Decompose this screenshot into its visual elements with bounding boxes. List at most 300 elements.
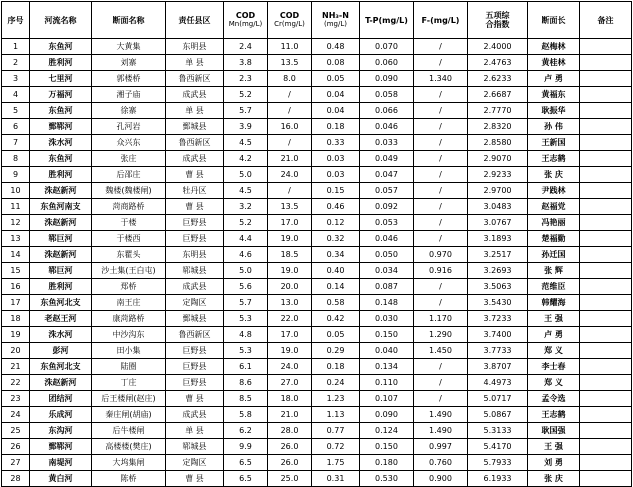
cell-f: / — [414, 279, 468, 295]
cell-cod-cr: / — [268, 183, 312, 199]
cell-cod-mn: 5.0 — [224, 167, 268, 183]
cell-river: 洙水河 — [30, 135, 92, 151]
cell-nh3n: 0.05 — [312, 71, 360, 87]
cell-tp: 0.107 — [360, 391, 414, 407]
cell-tp: 0.040 — [360, 343, 414, 359]
cell-cod-mn: 4.2 — [224, 151, 268, 167]
header-section: 断面名称 — [92, 2, 166, 39]
cell-nh3n: 0.40 — [312, 263, 360, 279]
cell-section: 后邵庄 — [92, 167, 166, 183]
cell-f: 0.997 — [414, 439, 468, 455]
cell-section: 后王楼闸(赵庄) — [92, 391, 166, 407]
header-nh3n-unit: (mg/L) — [324, 20, 347, 28]
cell-cod-mn: 5.3 — [224, 343, 268, 359]
cell-river: 鄄郓河 — [30, 439, 92, 455]
cell-section: 菏商路桥 — [92, 199, 166, 215]
cell-note — [580, 87, 632, 103]
table-row — [2, 327, 632, 343]
cell-area: 鄄城县 — [166, 119, 224, 135]
cell-area: 巨野县 — [166, 375, 224, 391]
cell-area: 成武县 — [166, 151, 224, 167]
cell-nh3n: 0.04 — [312, 103, 360, 119]
cell-note — [580, 359, 632, 375]
cell-index: 3.5063 — [468, 279, 528, 295]
cell-note — [580, 103, 632, 119]
cell-cod-cr: 24.0 — [268, 359, 312, 375]
table-row — [2, 455, 632, 471]
cell-area: 东明县 — [166, 247, 224, 263]
header-row — [2, 2, 632, 39]
cell-index: 3.1893 — [468, 231, 528, 247]
cell-seq: 16 — [2, 279, 30, 295]
header-seq: 序号 — [2, 2, 30, 39]
cell-index: 6.1933 — [468, 471, 528, 487]
cell-river: 胜利河 — [30, 167, 92, 183]
cell-index: 2.9070 — [468, 151, 528, 167]
cell-index: 5.7933 — [468, 455, 528, 471]
cell-area: 成武县 — [166, 407, 224, 423]
cell-section: 众兴东 — [92, 135, 166, 151]
cell-tp: 0.033 — [360, 135, 414, 151]
cell-f: 0.970 — [414, 247, 468, 263]
cell-cod-mn: 8.6 — [224, 375, 268, 391]
cell-tp: 0.053 — [360, 215, 414, 231]
cell-section: 后牛楼闸 — [92, 423, 166, 439]
cell-chief: 王志鹤 — [528, 407, 580, 423]
cell-seq: 1 — [2, 39, 30, 55]
cell-seq: 2 — [2, 55, 30, 71]
cell-index: 5.3133 — [468, 423, 528, 439]
cell-cod-cr: 11.0 — [268, 39, 312, 55]
table-row — [2, 295, 632, 311]
cell-nh3n: 1.13 — [312, 407, 360, 423]
cell-river: 东鱼河南支 — [30, 199, 92, 215]
cell-cod-mn: 4.4 — [224, 231, 268, 247]
cell-tp: 0.049 — [360, 151, 414, 167]
cell-section: 于楼西 — [92, 231, 166, 247]
cell-section: 大黄集 — [92, 39, 166, 55]
cell-seq: 28 — [2, 471, 30, 487]
table-row — [2, 471, 632, 487]
cell-cod-mn: 6.5 — [224, 471, 268, 487]
cell-cod-mn: 5.0 — [224, 263, 268, 279]
cell-cod-mn: 3.2 — [224, 199, 268, 215]
cell-tp: 0.530 — [360, 471, 414, 487]
cell-index: 2.6687 — [468, 87, 528, 103]
cell-area: 鲁西新区 — [166, 327, 224, 343]
cell-seq: 22 — [2, 375, 30, 391]
cell-cod-mn: 8.5 — [224, 391, 268, 407]
cell-seq: 5 — [2, 103, 30, 119]
cell-f: 1.340 — [414, 71, 468, 87]
cell-cod-cr: 28.0 — [268, 423, 312, 439]
cell-cod-mn: 4.8 — [224, 327, 268, 343]
cell-cod-cr: 18.0 — [268, 391, 312, 407]
cell-river: 南堤河 — [30, 455, 92, 471]
cell-f: / — [414, 295, 468, 311]
cell-cod-mn: 2.4 — [224, 39, 268, 55]
table-row — [2, 279, 632, 295]
cell-seq: 14 — [2, 247, 30, 263]
cell-nh3n: 0.33 — [312, 135, 360, 151]
cell-chief: 耿振华 — [528, 103, 580, 119]
cell-cod-cr: 19.0 — [268, 343, 312, 359]
cell-index: 3.7400 — [468, 327, 528, 343]
cell-area: 巨野县 — [166, 231, 224, 247]
cell-cod-cr: / — [268, 135, 312, 151]
cell-note — [580, 327, 632, 343]
cell-section: 于楼 — [92, 215, 166, 231]
cell-chief: 王志鹤 — [528, 151, 580, 167]
cell-cod-cr: 26.0 — [268, 455, 312, 471]
cell-seq: 17 — [2, 295, 30, 311]
cell-cod-cr: 16.0 — [268, 119, 312, 135]
cell-chief: 卢 勇 — [528, 327, 580, 343]
cell-chief: 赵福党 — [528, 199, 580, 215]
cell-cod-cr: 17.0 — [268, 327, 312, 343]
cell-river: 东鱼河 — [30, 151, 92, 167]
cell-river: 七里河 — [30, 71, 92, 87]
table-row — [2, 359, 632, 375]
cell-tp: 0.134 — [360, 359, 414, 375]
table-row — [2, 231, 632, 247]
cell-f: / — [414, 151, 468, 167]
cell-tp: 0.046 — [360, 231, 414, 247]
cell-river: 万福河 — [30, 87, 92, 103]
cell-index: 3.7233 — [468, 311, 528, 327]
cell-cod-cr: 20.0 — [268, 279, 312, 295]
cell-nh3n: 0.03 — [312, 167, 360, 183]
cell-index: 3.0483 — [468, 199, 528, 215]
table-row — [2, 247, 632, 263]
cell-f: / — [414, 55, 468, 71]
cell-f: 0.916 — [414, 263, 468, 279]
header-cod-cr-unit: Cr(mg/L) — [274, 20, 305, 28]
cell-seq: 8 — [2, 151, 30, 167]
cell-section: 康菏路桥 — [92, 311, 166, 327]
cell-area: 曹 县 — [166, 471, 224, 487]
cell-index: 2.4763 — [468, 55, 528, 71]
cell-area: 定陶区 — [166, 295, 224, 311]
cell-nh3n: 0.34 — [312, 247, 360, 263]
cell-seq: 6 — [2, 119, 30, 135]
table-row — [2, 183, 632, 199]
header-cod-mn — [224, 2, 268, 39]
cell-cod-cr: 8.0 — [268, 71, 312, 87]
cell-f: / — [414, 87, 468, 103]
cell-chief: 王 强 — [528, 439, 580, 455]
cell-chief: 王新国 — [528, 135, 580, 151]
cell-index: 2.6233 — [468, 71, 528, 87]
cell-section: 陈桥 — [92, 471, 166, 487]
cell-section: 陆圈 — [92, 359, 166, 375]
header-nh3n-top: NH₃-N — [322, 11, 349, 20]
cell-cod-mn: 3.8 — [224, 55, 268, 71]
cell-chief: 张 庆 — [528, 167, 580, 183]
header-tp: T-P(mg/L) — [360, 2, 414, 39]
table-row — [2, 343, 632, 359]
cell-tp: 0.060 — [360, 55, 414, 71]
cell-chief: 刘 勇 — [528, 455, 580, 471]
cell-river: 鄄郓河 — [30, 119, 92, 135]
cell-chief: 张 辉 — [528, 263, 580, 279]
cell-f: 1.290 — [414, 327, 468, 343]
cell-note — [580, 183, 632, 199]
cell-f: / — [414, 167, 468, 183]
cell-cod-cr: 26.0 — [268, 439, 312, 455]
table-row — [2, 119, 632, 135]
cell-index: 3.2517 — [468, 247, 528, 263]
cell-cod-mn: 2.3 — [224, 71, 268, 87]
cell-cod-mn: 5.2 — [224, 215, 268, 231]
header-nh3n — [312, 2, 360, 39]
cell-f: 1.170 — [414, 311, 468, 327]
cell-section: 郑桥 — [92, 279, 166, 295]
table-row — [2, 167, 632, 183]
cell-note — [580, 55, 632, 71]
cell-area: 单 县 — [166, 55, 224, 71]
cell-cod-cr: 27.0 — [268, 375, 312, 391]
cell-seq: 10 — [2, 183, 30, 199]
cell-note — [580, 375, 632, 391]
table-row — [2, 423, 632, 439]
cell-section: 郭楼桥 — [92, 71, 166, 87]
cell-area: 单 县 — [166, 103, 224, 119]
cell-section: 张庄 — [92, 151, 166, 167]
cell-cod-mn: 6.5 — [224, 455, 268, 471]
cell-river: 郓巨河 — [30, 231, 92, 247]
table-row — [2, 199, 632, 215]
cell-tp: 0.090 — [360, 71, 414, 87]
cell-tp: 0.066 — [360, 103, 414, 119]
cell-note — [580, 119, 632, 135]
cell-section: 南王庄 — [92, 295, 166, 311]
table-row — [2, 151, 632, 167]
cell-seq: 21 — [2, 359, 30, 375]
cell-river: 东鱼河北支 — [30, 359, 92, 375]
cell-area: 巨野县 — [166, 343, 224, 359]
cell-nh3n: 1.23 — [312, 391, 360, 407]
header-cod-cr — [268, 2, 312, 39]
cell-note — [580, 247, 632, 263]
cell-index: 5.0717 — [468, 391, 528, 407]
cell-chief: 耿国强 — [528, 423, 580, 439]
cell-seq: 25 — [2, 423, 30, 439]
cell-nh3n: 0.15 — [312, 183, 360, 199]
cell-seq: 27 — [2, 455, 30, 471]
cell-nh3n: 0.08 — [312, 55, 360, 71]
cell-cod-mn: 5.7 — [224, 295, 268, 311]
table-row — [2, 311, 632, 327]
cell-cod-mn: 5.8 — [224, 407, 268, 423]
cell-area: 牡丹区 — [166, 183, 224, 199]
cell-nh3n: 0.03 — [312, 151, 360, 167]
cell-nh3n: 0.18 — [312, 359, 360, 375]
water-quality-table — [1, 1, 632, 487]
cell-cod-cr: 13.5 — [268, 199, 312, 215]
table-row — [2, 375, 632, 391]
cell-cod-cr: 21.0 — [268, 407, 312, 423]
header-index-line2: 合指数 — [485, 20, 510, 29]
table-row — [2, 215, 632, 231]
cell-seq: 15 — [2, 263, 30, 279]
cell-section: 孔河岩 — [92, 119, 166, 135]
cell-cod-mn: 6.1 — [224, 359, 268, 375]
table-row — [2, 263, 632, 279]
table-row — [2, 439, 632, 455]
cell-seq: 20 — [2, 343, 30, 359]
cell-cod-cr: 13.0 — [268, 295, 312, 311]
cell-note — [580, 263, 632, 279]
header-cod-mn-unit: Mn(mg/L) — [228, 20, 263, 28]
cell-nh3n: 0.14 — [312, 279, 360, 295]
cell-chief: 尹践林 — [528, 183, 580, 199]
cell-section: 丁庄 — [92, 375, 166, 391]
cell-section: 田小集 — [92, 343, 166, 359]
cell-area: 成武县 — [166, 279, 224, 295]
cell-tp: 0.050 — [360, 247, 414, 263]
cell-note — [580, 423, 632, 439]
cell-river: 洙赵新河 — [30, 183, 92, 199]
cell-river: 团结河 — [30, 391, 92, 407]
table-row — [2, 55, 632, 71]
cell-f: 0.760 — [414, 455, 468, 471]
table-row — [2, 71, 632, 87]
cell-f: / — [414, 199, 468, 215]
cell-area: 巨野县 — [166, 359, 224, 375]
cell-index: 2.9700 — [468, 183, 528, 199]
cell-cod-mn: 4.6 — [224, 247, 268, 263]
cell-cod-cr: 19.0 — [268, 231, 312, 247]
header-index-line1: 五项综 — [485, 11, 510, 20]
cell-index: 2.8580 — [468, 135, 528, 151]
cell-section: 秦庄闸(胡庙) — [92, 407, 166, 423]
cell-area: 曹 县 — [166, 167, 224, 183]
table-row — [2, 103, 632, 119]
header-cod-mn-top: COD — [235, 11, 256, 20]
cell-chief: 范维臣 — [528, 279, 580, 295]
cell-index: 2.7770 — [468, 103, 528, 119]
cell-note — [580, 231, 632, 247]
header-index — [468, 2, 528, 39]
cell-index: 3.2693 — [468, 263, 528, 279]
cell-index: 4.4973 — [468, 375, 528, 391]
cell-area: 单 县 — [166, 423, 224, 439]
cell-f: 1.490 — [414, 407, 468, 423]
cell-f: / — [414, 359, 468, 375]
cell-seq: 7 — [2, 135, 30, 151]
cell-nh3n: 0.05 — [312, 327, 360, 343]
cell-cod-cr: / — [268, 103, 312, 119]
cell-tp: 0.058 — [360, 87, 414, 103]
cell-note — [580, 471, 632, 487]
cell-chief: 赵梅林 — [528, 39, 580, 55]
cell-cod-mn: 5.6 — [224, 279, 268, 295]
cell-note — [580, 151, 632, 167]
cell-cod-cr: 21.0 — [268, 151, 312, 167]
cell-area: 曹 县 — [166, 391, 224, 407]
cell-cod-mn: 4.5 — [224, 183, 268, 199]
cell-note — [580, 295, 632, 311]
cell-chief: 黄桂林 — [528, 55, 580, 71]
cell-chief: 楚福勤 — [528, 231, 580, 247]
cell-tp: 0.057 — [360, 183, 414, 199]
cell-f: / — [414, 231, 468, 247]
cell-area: 鲁西新区 — [166, 71, 224, 87]
cell-cod-mn: 4.5 — [224, 135, 268, 151]
cell-note — [580, 439, 632, 455]
cell-nh3n: 1.75 — [312, 455, 360, 471]
cell-tp: 0.150 — [360, 327, 414, 343]
cell-index: 3.0767 — [468, 215, 528, 231]
cell-tp: 0.180 — [360, 455, 414, 471]
cell-chief: 张 庆 — [528, 471, 580, 487]
cell-nh3n: 0.29 — [312, 343, 360, 359]
cell-f: / — [414, 103, 468, 119]
cell-cod-cr: 18.5 — [268, 247, 312, 263]
cell-cod-mn: 9.9 — [224, 439, 268, 455]
cell-tp: 0.030 — [360, 311, 414, 327]
cell-seq: 3 — [2, 71, 30, 87]
cell-chief: 郑 义 — [528, 375, 580, 391]
cell-tp: 0.124 — [360, 423, 414, 439]
cell-note — [580, 135, 632, 151]
cell-index: 3.8707 — [468, 359, 528, 375]
table-row — [2, 135, 632, 151]
cell-section: 中沙沟东 — [92, 327, 166, 343]
cell-chief: 郑 义 — [528, 343, 580, 359]
table-row — [2, 39, 632, 55]
cell-note — [580, 343, 632, 359]
cell-cod-mn: 3.9 — [224, 119, 268, 135]
cell-tp: 0.090 — [360, 407, 414, 423]
cell-tp: 0.087 — [360, 279, 414, 295]
cell-cod-mn: 5.3 — [224, 311, 268, 327]
cell-f: / — [414, 215, 468, 231]
cell-seq: 11 — [2, 199, 30, 215]
cell-section: 东瞿头 — [92, 247, 166, 263]
table-row — [2, 87, 632, 103]
cell-tp: 0.148 — [360, 295, 414, 311]
cell-index: 3.5430 — [468, 295, 528, 311]
cell-section: 刘寨 — [92, 55, 166, 71]
cell-cod-cr: 24.0 — [268, 167, 312, 183]
cell-chief: 卢 勇 — [528, 71, 580, 87]
cell-chief: 黄福东 — [528, 87, 580, 103]
cell-seq: 19 — [2, 327, 30, 343]
cell-area: 鄄城县 — [166, 311, 224, 327]
cell-chief: 韩耀海 — [528, 295, 580, 311]
cell-area: 郓城县 — [166, 439, 224, 455]
cell-index: 2.9233 — [468, 167, 528, 183]
cell-note — [580, 199, 632, 215]
table-row — [2, 391, 632, 407]
cell-note — [580, 167, 632, 183]
header-note: 备注 — [580, 2, 632, 39]
cell-river: 东鱼河 — [30, 103, 92, 119]
cell-chief: 孟令选 — [528, 391, 580, 407]
cell-f: / — [414, 183, 468, 199]
cell-nh3n: 0.24 — [312, 375, 360, 391]
cell-section: 湘子庙 — [92, 87, 166, 103]
cell-area: 东明县 — [166, 39, 224, 55]
cell-river: 洙赵新河 — [30, 375, 92, 391]
cell-nh3n: 0.04 — [312, 87, 360, 103]
cell-area: 曹 县 — [166, 199, 224, 215]
cell-note — [580, 279, 632, 295]
cell-nh3n: 0.46 — [312, 199, 360, 215]
table-body — [2, 39, 632, 487]
